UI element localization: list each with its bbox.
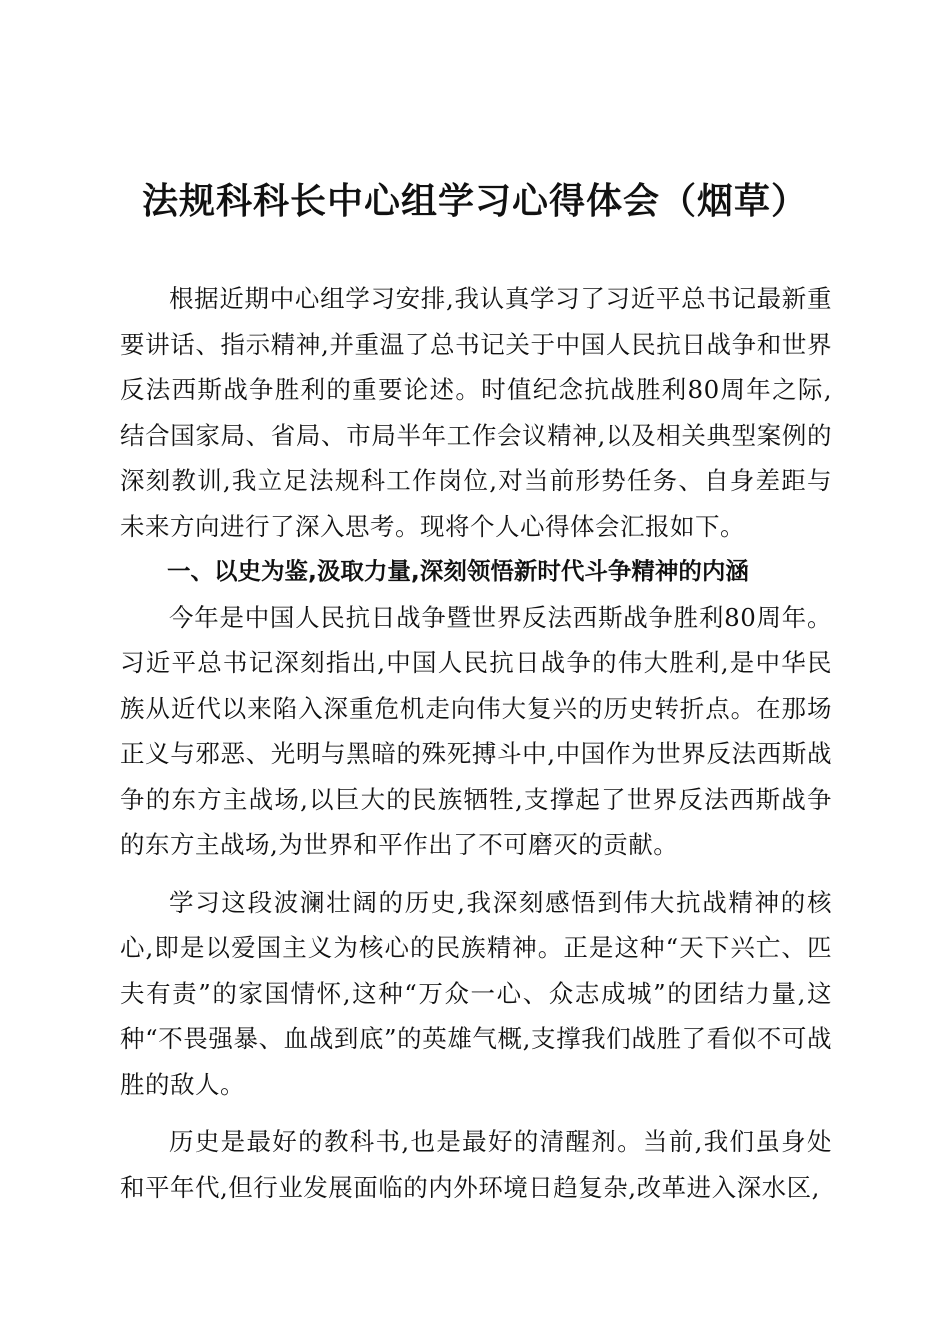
intro-paragraph: 根据近期中心组学习安排,我认真学习了习近平总书记最新重要讲话、指示精神,并重温了总书记关于中国人民抗日战争和世界反法西斯战争胜利的重要论述。时值纪念抗战胜利80周年之际,结合国家局、省局、市局半年工作会议精神,以及相关典型案例的深刻教训,我立足法规科工作岗位,对当前形势任务、自身差距与未来方向进行了深入思考。现将个人心得体会汇报如下。 <box>120 284 832 541</box>
paragraph-spacer <box>120 1107 832 1119</box>
section-heading-1: 一、以史为鉴,汲取力量,深刻领悟新时代斗争精神的内涵 <box>167 557 749 585</box>
paragraph-spacer <box>120 868 832 880</box>
document-title: 法规科科长中心组学习心得体会（烟草） <box>141 181 808 222</box>
body-paragraph-1: 今年是中国人民抗日战争暨世界反法西斯战争胜利80周年。习近平总书记深刻指出,中国人民抗日战争的伟大胜利,是中华民族从近代以来陷入深重危机走向伟大复兴的历史转折点。在那场正义与邪恶、光明与黑暗的殊死搏斗中,中国作为世界反法西斯战争的东方主战场,以巨大的民族牺牲,支撑起了世界反法西斯战争的东方主战场,为世界和平作出了不可磨灭的贡献。 <box>120 602 832 859</box>
body-paragraph-3: 历史是最好的教科书,也是最好的清醒剂。当前,我们虽身处和平年代,但行业发展面临的内外环境日趋复杂,改革进入深水区, <box>120 1127 832 1202</box>
document-body <box>120 276 832 1210</box>
body-paragraph-2: 学习这段波澜壮阔的历史,我深刻感悟到伟大抗战精神的核心,即是以爱国主义为核心的民族精神。正是这种“天下兴亡、匹夫有责”的家国情怀,这种“万众一心、众志成城”的团结力量,这种“不畏强暴、血战到底”的英雄气概,支撑我们战胜了看似不可战胜的敌人。 <box>120 887 832 1099</box>
